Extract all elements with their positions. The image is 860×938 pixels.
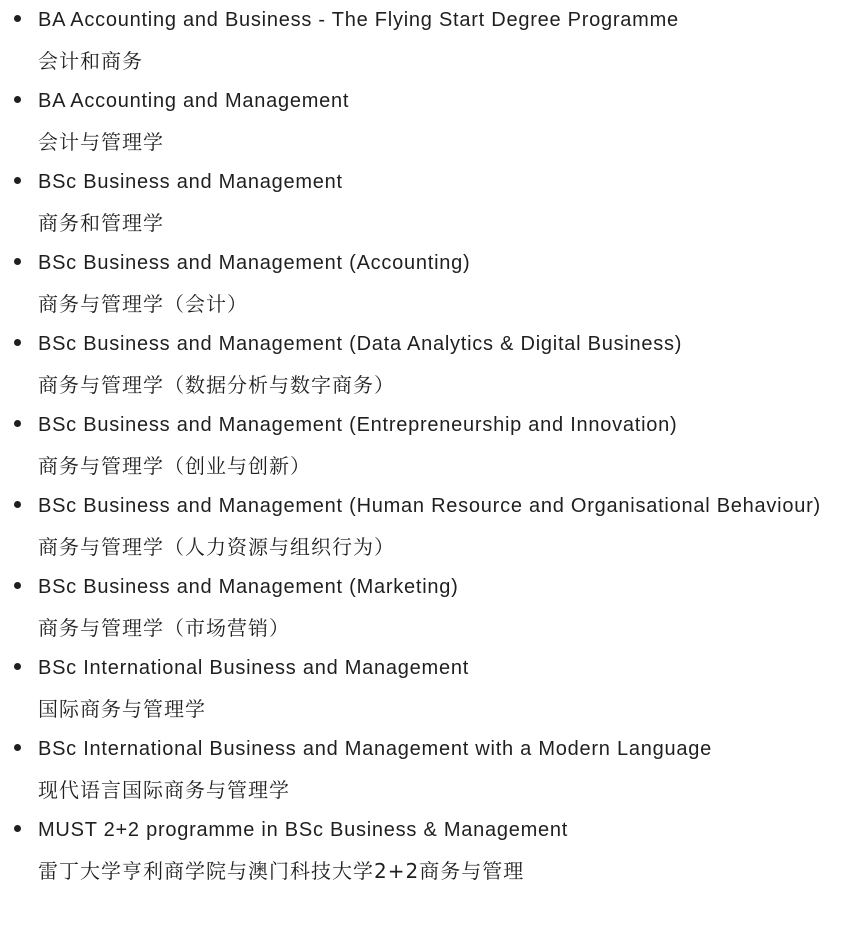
programme-name-en: BSc International Business and Management with a Modern Language bbox=[38, 738, 712, 760]
list-item bbox=[0, 162, 860, 243]
list-item bbox=[0, 648, 860, 729]
programme-name-en: BSc Business and Management (Marketing) bbox=[38, 576, 459, 598]
list-item bbox=[0, 405, 860, 486]
bullet-icon bbox=[14, 420, 21, 427]
programme-name-en: BA Accounting and Management bbox=[38, 90, 350, 112]
list-item bbox=[0, 0, 860, 81]
programme-name-en: BSc Business and Management (Entrepreneurship and Innovation) bbox=[38, 414, 678, 436]
list-item bbox=[0, 486, 860, 567]
list-item bbox=[0, 243, 860, 324]
programme-name-cn: 现代语言国际商务与管理学 bbox=[38, 777, 290, 802]
bullet-icon bbox=[14, 96, 21, 103]
programme-name-en: BA Accounting and Business - The Flying Start Degree Programme bbox=[38, 9, 679, 31]
list-item bbox=[0, 729, 860, 810]
list-item bbox=[0, 324, 860, 405]
bullet-icon bbox=[14, 825, 21, 832]
programme-name-cn: 会计与管理学 bbox=[38, 129, 164, 154]
list-item bbox=[0, 567, 860, 648]
bullet-icon bbox=[14, 258, 21, 265]
programme-name-en: BSc Business and Management (Accounting) bbox=[38, 252, 471, 274]
programme-name-cn: 商务与管理学（人力资源与组织行为） bbox=[38, 534, 395, 559]
bullet-icon bbox=[14, 15, 21, 22]
programme-name-cn: 商务与管理学（数据分析与数字商务） bbox=[38, 372, 395, 397]
bullet-icon bbox=[14, 501, 21, 508]
bullet-icon bbox=[14, 582, 21, 589]
programme-name-cn: 商务与管理学（市场营销） bbox=[38, 615, 290, 640]
programme-name-cn: 国际商务与管理学 bbox=[38, 696, 206, 721]
programme-name-en: BSc Business and Management bbox=[38, 171, 343, 193]
bullet-icon bbox=[14, 744, 21, 751]
bullet-icon bbox=[14, 177, 21, 184]
programme-name-en: BSc Business and Management (Data Analytics & Digital Business) bbox=[38, 333, 683, 355]
bullet-icon bbox=[14, 663, 21, 670]
programme-name-cn: 会计和商务 bbox=[38, 48, 143, 73]
list-item bbox=[0, 810, 860, 891]
bullet-icon bbox=[14, 339, 21, 346]
programme-name-cn: 商务和管理学 bbox=[38, 210, 164, 235]
programme-name-en: BSc International Business and Management bbox=[38, 657, 469, 679]
programme-name-cn: 商务与管理学（创业与创新） bbox=[38, 453, 311, 478]
programme-name-cn: 雷丁大学亨利商学院与澳门科技大学2+2商务与管理 bbox=[38, 858, 525, 883]
programme-name-cn: 商务与管理学（会计） bbox=[38, 291, 248, 316]
programme-name-en: MUST 2+2 programme in BSc Business & Management bbox=[38, 819, 569, 841]
programme-name-en: BSc Business and Management (Human Resource and Organisational Behaviour) bbox=[38, 495, 821, 517]
list-item bbox=[0, 81, 860, 162]
